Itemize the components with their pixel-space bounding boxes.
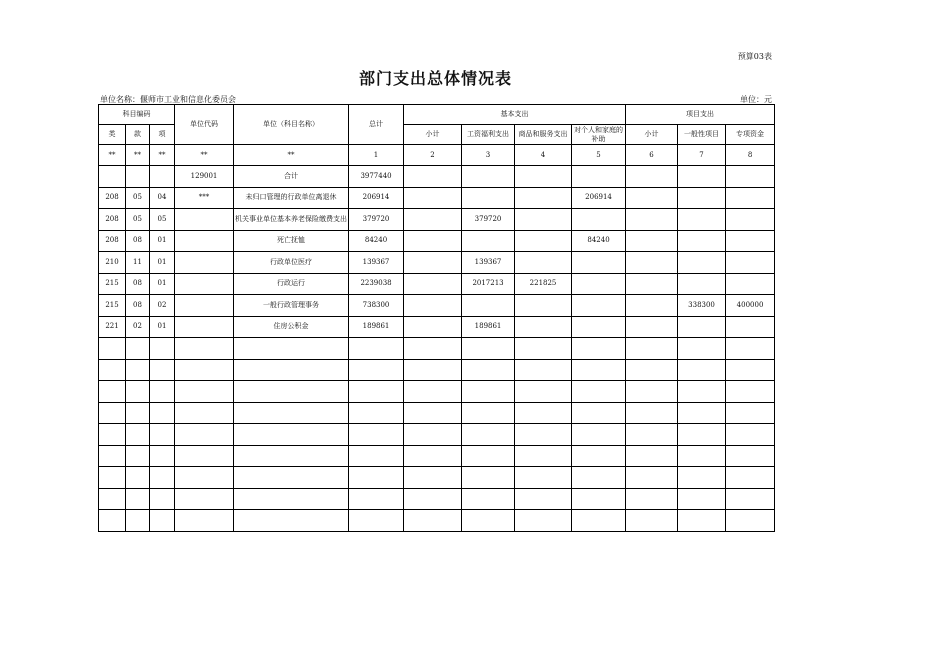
table-cell [349,445,404,467]
table-cell: 11 [126,252,150,274]
table-cell [726,381,775,403]
table-cell [678,187,726,209]
table-cell [126,359,150,381]
table-cell [99,467,126,489]
table-cell [515,316,572,338]
table-cell [626,338,678,360]
table-cell: 210 [99,252,126,274]
table-cell [99,445,126,467]
table-cell [175,381,234,403]
table-cell [515,230,572,252]
table-cell [462,424,515,446]
table-cell [626,510,678,532]
table-cell [404,338,462,360]
column-index-cell: ** [126,145,150,166]
currency-unit-label: 单位：元 [740,95,772,104]
table-cell [175,316,234,338]
table-cell [234,488,349,510]
table-cell: 379720 [462,209,515,231]
table-cell: 84240 [349,230,404,252]
table-cell: 221 [99,316,126,338]
table-cell: 死亡抚恤 [234,230,349,252]
lei-header: 类 [99,125,126,145]
table-cell [515,510,572,532]
table-cell: 08 [126,230,150,252]
table-cell [99,166,126,188]
table-cell [572,209,626,231]
xiang-header: 项 [150,125,175,145]
table-cell [150,488,175,510]
table-cell [626,230,678,252]
table-cell [678,166,726,188]
table-cell [462,402,515,424]
table-row [99,445,775,467]
table-cell: 379720 [349,209,404,231]
table-cell [572,338,626,360]
table-cell [99,424,126,446]
table-cell [234,359,349,381]
project-subtotal-header: 小计 [626,125,678,145]
unit-code-header: 单位代码 [175,105,234,145]
table-cell [404,467,462,489]
table-cell [726,209,775,231]
column-index-cell: ** [150,145,175,166]
table-cell [462,338,515,360]
table-cell [626,295,678,317]
table-cell: 139367 [462,252,515,274]
column-index-cell: 3 [462,145,515,166]
table-cell [234,445,349,467]
table-cell [678,510,726,532]
table-cell [404,209,462,231]
form-number: 预算03表 [737,52,772,61]
table-cell [99,381,126,403]
table-cell [626,402,678,424]
table-cell: 05 [126,187,150,209]
table-cell [126,488,150,510]
table-cell: 2239038 [349,273,404,295]
personal-family-subsidy-header: 对个人和家庭的补助 [572,125,626,145]
table-cell [726,166,775,188]
table-cell [404,252,462,274]
table-cell [572,295,626,317]
table-cell [234,338,349,360]
table-cell [515,338,572,360]
table-row [99,381,775,403]
table-row [99,295,775,317]
table-cell [515,467,572,489]
table-cell [678,488,726,510]
table-cell [234,402,349,424]
table-row [99,359,775,381]
table-cell [626,166,678,188]
table-cell [175,230,234,252]
table-cell: 08 [126,295,150,317]
table-cell [515,488,572,510]
table-cell [175,467,234,489]
table-row [99,402,775,424]
table-cell [626,467,678,489]
table-cell [150,338,175,360]
table-cell [150,510,175,532]
table-cell [150,424,175,446]
table-cell [726,445,775,467]
table-cell [126,510,150,532]
table-cell: 215 [99,295,126,317]
table-cell: 206914 [572,187,626,209]
table-cell [626,381,678,403]
table-row [99,510,775,532]
table-cell [175,424,234,446]
table-cell [126,467,150,489]
table-cell [678,338,726,360]
table-cell [349,402,404,424]
table-cell [404,273,462,295]
table-cell: 01 [150,252,175,274]
table-row [99,338,775,360]
table-cell: 208 [99,187,126,209]
column-index-cell: 5 [572,145,626,166]
table-cell: 221825 [515,273,572,295]
table-cell [126,424,150,446]
table-cell [626,187,678,209]
table-cell [126,445,150,467]
table-cell [678,445,726,467]
table-cell [572,252,626,274]
table-row [99,230,775,252]
table-row [99,252,775,274]
table-cell [150,381,175,403]
general-project-header: 一般性项目 [678,125,726,145]
table-cell [626,316,678,338]
table-cell [726,488,775,510]
table-cell: 215 [99,273,126,295]
table-cell [404,445,462,467]
table-cell [462,166,515,188]
table-cell [726,467,775,489]
column-index-cell: 8 [726,145,775,166]
column-index-cell: 6 [626,145,678,166]
table-cell [462,230,515,252]
table-cell [678,209,726,231]
page-title: 部门支出总体情况表 [358,69,512,88]
table-cell: *** [175,187,234,209]
table-cell [349,338,404,360]
table-cell [404,359,462,381]
total-header: 总计 [349,105,404,145]
table-cell [404,381,462,403]
subject-code-header: 科目编码 [99,105,175,125]
table-cell [404,402,462,424]
table-cell [726,424,775,446]
table-cell: 合计 [234,166,349,188]
table-cell [175,209,234,231]
table-cell [626,424,678,446]
table-cell [126,166,150,188]
table-cell [404,510,462,532]
table-cell [404,488,462,510]
table-cell [726,338,775,360]
table-cell [726,316,775,338]
column-index-cell: 1 [349,145,404,166]
table-cell: 05 [150,209,175,231]
column-index-cell: ** [99,145,126,166]
table-cell [126,338,150,360]
table-cell [572,424,626,446]
table-cell [404,230,462,252]
goods-services-header: 商品和服务支出 [515,125,572,145]
basic-subtotal-header: 小计 [404,125,462,145]
table-cell [404,424,462,446]
wage-welfare-header: 工资福利支出 [462,125,515,145]
table-cell [126,402,150,424]
table-cell [150,359,175,381]
table-row [99,187,775,209]
table-cell [626,252,678,274]
table-cell: 行政运行 [234,273,349,295]
project-expenditure-header: 项目支出 [626,105,775,125]
table-cell [349,510,404,532]
unit-subject-name-header: 单位（科目名称） [234,105,349,145]
table-cell [462,467,515,489]
table-cell [515,187,572,209]
table-cell [626,445,678,467]
column-index-cell: 2 [404,145,462,166]
table-cell [572,510,626,532]
table-cell [678,252,726,274]
table-cell [572,402,626,424]
table-cell [515,402,572,424]
table-cell [726,187,775,209]
table-cell [572,381,626,403]
table-cell [234,424,349,446]
column-index-cell: 7 [678,145,726,166]
expenditure-table [98,104,775,532]
table-cell: 84240 [572,230,626,252]
table-cell [462,445,515,467]
table-cell [150,445,175,467]
table-cell [462,295,515,317]
table-cell [175,295,234,317]
table-row [99,488,775,510]
table-cell [462,510,515,532]
table-cell [462,359,515,381]
table-cell [572,445,626,467]
table-cell [175,338,234,360]
table-cell [175,510,234,532]
table-row [99,467,775,489]
unit-name-label: 单位名称：偃师市工业和信息化委员会 [100,95,236,104]
table-cell [150,467,175,489]
table-cell [234,467,349,489]
table-row [99,209,775,231]
table-cell [404,166,462,188]
table-cell: 2017213 [462,273,515,295]
table-cell: 208 [99,230,126,252]
table-row [99,273,775,295]
table-cell [349,381,404,403]
table-cell [150,402,175,424]
column-index-cell: 4 [515,145,572,166]
table-cell: 机关事业单位基本养老保险缴费支出 [234,209,349,231]
table-cell: 08 [126,273,150,295]
column-index-cell: ** [234,145,349,166]
table-cell [572,359,626,381]
table-row [99,316,775,338]
table-cell [678,467,726,489]
table-cell: 01 [150,230,175,252]
table-cell: 189861 [349,316,404,338]
table-cell [126,381,150,403]
table-cell: 400000 [726,295,775,317]
table-cell: 未归口管理的行政单位离退休 [234,187,349,209]
table-cell: 338300 [678,295,726,317]
table-cell [349,359,404,381]
table-cell [99,359,126,381]
table-cell [515,166,572,188]
table-cell: 04 [150,187,175,209]
table-cell [234,510,349,532]
table-cell [349,424,404,446]
table-cell [349,488,404,510]
table-cell [175,359,234,381]
table-cell [175,402,234,424]
table-row [99,424,775,446]
table-cell: 139367 [349,252,404,274]
table-cell [572,166,626,188]
table-cell: 02 [126,316,150,338]
table-cell [404,187,462,209]
table-cell [515,359,572,381]
basic-expenditure-header: 基本支出 [404,105,626,125]
table-cell [678,424,726,446]
table-cell [726,273,775,295]
table-cell: 738300 [349,295,404,317]
table-cell: 行政单位医疗 [234,252,349,274]
table-cell [678,230,726,252]
table-cell [404,316,462,338]
table-cell [726,359,775,381]
table-cell [99,510,126,532]
table-cell [515,381,572,403]
table-cell [515,252,572,274]
table-cell: 129001 [175,166,234,188]
table-cell [175,445,234,467]
table-cell [349,467,404,489]
table-cell [626,273,678,295]
table-cell [515,209,572,231]
table-cell: 206914 [349,187,404,209]
table-cell: 02 [150,295,175,317]
table-cell [678,273,726,295]
table-cell [404,295,462,317]
table-cell [515,295,572,317]
table-row [99,166,775,188]
table-cell [175,488,234,510]
table-cell [462,381,515,403]
table-cell: 189861 [462,316,515,338]
table-cell: 3977440 [349,166,404,188]
table-cell [626,359,678,381]
column-index-cell: ** [175,145,234,166]
table-cell [572,316,626,338]
table-cell: 05 [126,209,150,231]
table-cell [572,273,626,295]
table-cell [572,488,626,510]
table-cell [726,230,775,252]
table-cell [678,316,726,338]
table-cell [515,445,572,467]
table-cell: 01 [150,273,175,295]
table-cell: 01 [150,316,175,338]
table-cell [99,488,126,510]
table-cell [572,467,626,489]
table-cell: 一般行政管理事务 [234,295,349,317]
table-cell [678,381,726,403]
table-cell [99,402,126,424]
table-cell [678,359,726,381]
table-cell [234,381,349,403]
table-cell: 住房公积金 [234,316,349,338]
kuan-header: 款 [126,125,150,145]
column-index-row [99,145,775,166]
table-cell [175,273,234,295]
table-cell [626,209,678,231]
table-cell [150,166,175,188]
table-cell [175,252,234,274]
table-cell [726,252,775,274]
table-cell [99,338,126,360]
table-cell: 208 [99,209,126,231]
table-cell [678,402,726,424]
table-cell [726,510,775,532]
table-cell [726,402,775,424]
table-cell [462,488,515,510]
table-cell [462,187,515,209]
table-cell [515,424,572,446]
special-fund-header: 专项资金 [726,125,775,145]
table-cell [626,488,678,510]
